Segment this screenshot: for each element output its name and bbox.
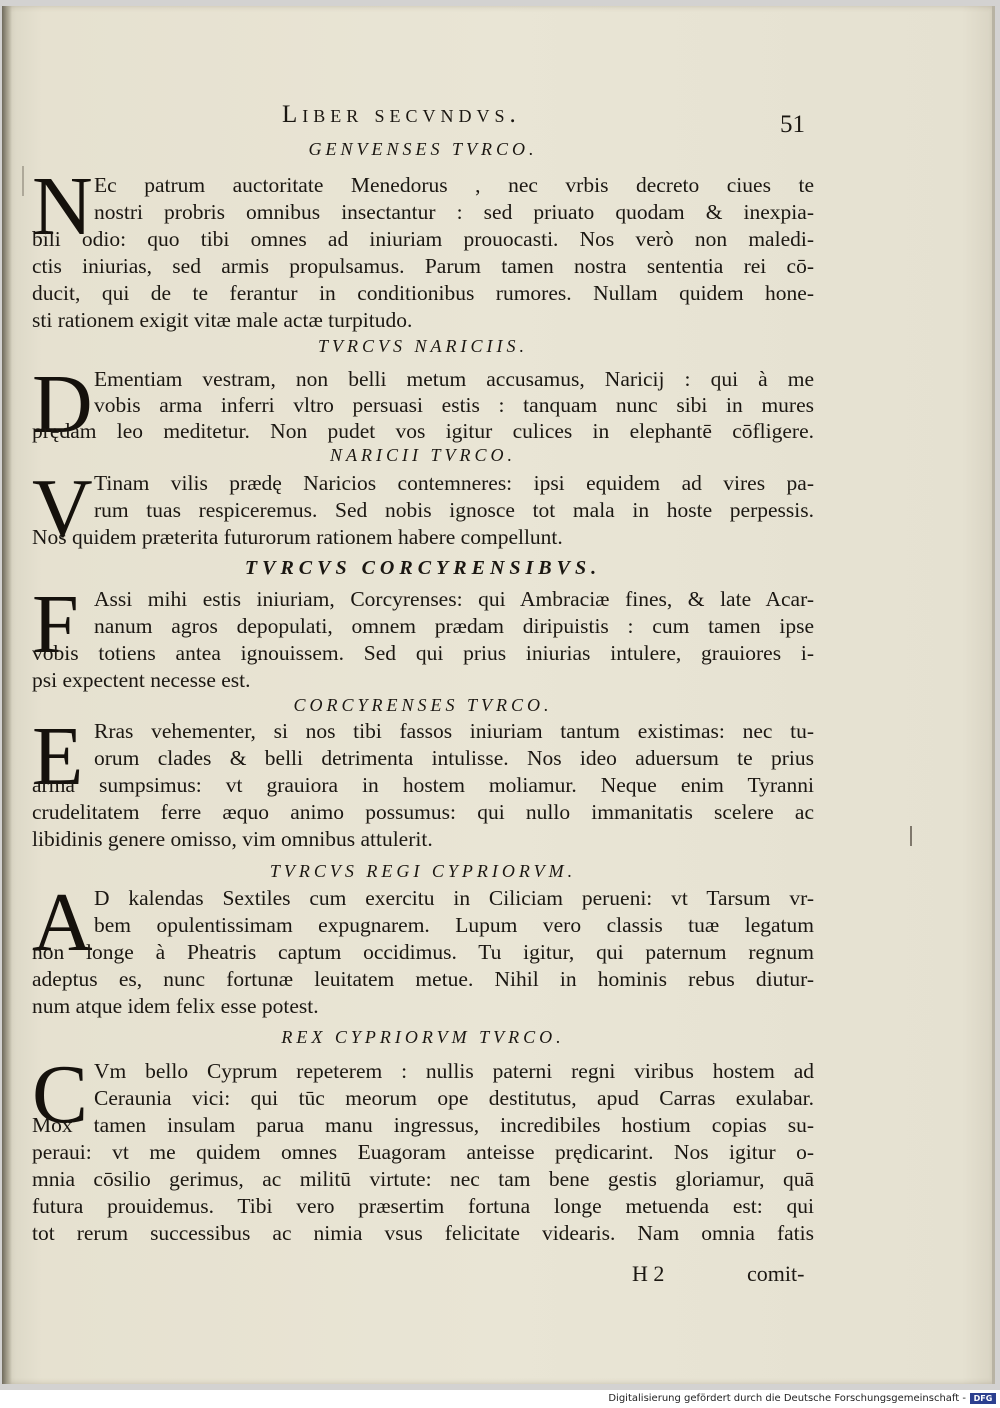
text-line: nanum agros depopulati, omnem prædam diripuistis : cum tamen ipse: [94, 614, 814, 638]
text-line: prędam leo meditetur. Non pudet vos igitur culices in elephantē cōfligere.: [32, 419, 814, 443]
text-line: vobis totiens antea ignouissem. Sed qui prius iniurias intulere, grauiores i-: [32, 641, 814, 665]
section-heading: REX CYPRIORVM TVRCO.: [281, 1027, 565, 1047]
text-line: libidinis genere omisso, vim omnibus attulerit.: [32, 827, 433, 851]
text-line: non longe à Pheatris captum occidimus. Tu igitur, qui paternum regnum: [32, 940, 814, 964]
text-line: mnia cōsilio gerimus, ac militū virtute: nec tam bene gestis gloriamur, quā: [32, 1167, 814, 1191]
text-line: vobis arma inferri vltro persuasi estis : tanquam nunc sibi in mures: [94, 393, 814, 417]
text-line: Ementiam vestram, non belli metum accusamus, Naricij : qui à me: [94, 367, 814, 391]
section-heading: CORCYRENSES TVRCO.: [293, 695, 553, 715]
dfg-logo-icon: DFG: [970, 1393, 996, 1404]
text-line: Ceraunia vici: qui tūc meorum ope destitutus, apud Carras exulabar.: [94, 1086, 814, 1110]
text-line: D kalendas Sextiles cum exercitu in Ciliciam perueni: vt Tarsum vr-: [94, 886, 814, 910]
text-line: Tinam vilis prædę Naricios contemneres: ipsi equidem ad vires pa-: [94, 471, 814, 495]
text-line: bem opulentissimam expugnarem. Lupum vero classis tuæ legatum: [94, 913, 814, 937]
text-line: ctis iniurias, sed armis propulsamus. Parum tamen nostra sententia rei cō-: [32, 254, 814, 278]
text-line: Vm bello Cyprum repeterem : nullis paterni regni viribus hostem ad: [94, 1059, 814, 1083]
signature-mark: H 2: [632, 1261, 665, 1286]
text-line: orum clades & belli detrimenta intulisse. Nos ideo aduersum te prius: [94, 746, 814, 770]
text-line: Rras vehementer, si nos tibi fassos iniuriam tantum existimas: nec tu-: [94, 719, 814, 743]
running-head: Liber secvndvs.: [282, 101, 521, 128]
text-line: sti rationem exigit vitæ male actæ turpitudo.: [32, 308, 413, 332]
text-line: Assi mihi estis iniuriam, Corcyrenses: qui Ambraciæ fines, & late Acar-: [94, 587, 814, 611]
text-line: Mox tamen insulam parua manu ingressus, incredibiles hostium copias su-: [32, 1113, 814, 1137]
text-line: Ec patrum auctoritate Menedorus , nec vrbis decreto ciues te: [94, 173, 814, 197]
section-heading: NARICII TVRCO.: [330, 445, 516, 465]
text-line: adeptus es, nunc fortunæ leuitatem metue. Nihil in hominis rebus diutur-: [32, 967, 814, 991]
drop-cap: C: [32, 1048, 89, 1141]
text-line: futura prouidemus. Tibi vero præsertim fortuna longe metuenda est: qui: [32, 1194, 814, 1218]
catchword: comit-: [747, 1261, 805, 1286]
text-line: bili odio: quo tibi omnes ad iniuriam prouocasti. Nos verò non maledi-: [32, 227, 814, 251]
text-line: crudelitatem ferre æquo animo possumus: qui nullo immanitatis scelere ac: [32, 800, 814, 824]
margin-mark: [22, 166, 24, 196]
text-line: rum tuas respiceremus. Sed nobis ignosce tot mala in hoste perpessis.: [94, 498, 814, 522]
drop-cap: N: [32, 160, 93, 253]
drop-cap: E: [32, 710, 84, 803]
section-heading: TVRCVS CORCYRENSIBVS.: [244, 557, 602, 579]
text-line: arma sumpsimus: vt grauiora in hostem moliamur. Neque enim Tyranni: [32, 773, 814, 797]
gutter-shadow: [2, 6, 12, 1384]
text-line: peraui: vt me quidem omnes Euagoram anteisse prędicarint. Nos igitur o-: [32, 1140, 814, 1164]
text-line: num atque idem felix esse potest.: [32, 994, 319, 1018]
text-line: Nos quidem præterita futurorum rationem habere compellunt.: [32, 525, 563, 549]
text-line: psi expectent necesse est.: [32, 668, 251, 692]
text-line: nostri probris omnibus insectantur : sed priuato quodam & inexpia-: [94, 200, 814, 224]
page-edge: [992, 6, 995, 1384]
section-heading: TVRCVS NARICIIS.: [318, 336, 528, 356]
section-heading: TVRCVS REGI CYPRIORVM.: [269, 861, 577, 881]
page-number: 51: [780, 111, 805, 138]
drop-cap: V: [32, 462, 93, 555]
page-text: [32, 101, 814, 1311]
text-line: tot rerum successibus ac nimia vsus felicitate videaris. Nam omnia fatis: [32, 1221, 814, 1245]
text-line: ducit, qui de te ferantur in conditionibus rumores. Nullam quidem hone-: [32, 281, 814, 305]
drop-cap: F: [32, 578, 79, 671]
margin-mark: [910, 826, 912, 846]
digitization-footer: [608, 1393, 996, 1404]
section-heading: GENVENSES TVRCO.: [308, 139, 538, 159]
book-page: [2, 6, 995, 1384]
drop-cap: D: [32, 358, 93, 451]
drop-cap: A: [32, 876, 93, 969]
footer-text: Digitalisierung gefördert durch die Deutsche Forschungsgemeinschaft -: [608, 1393, 966, 1404]
